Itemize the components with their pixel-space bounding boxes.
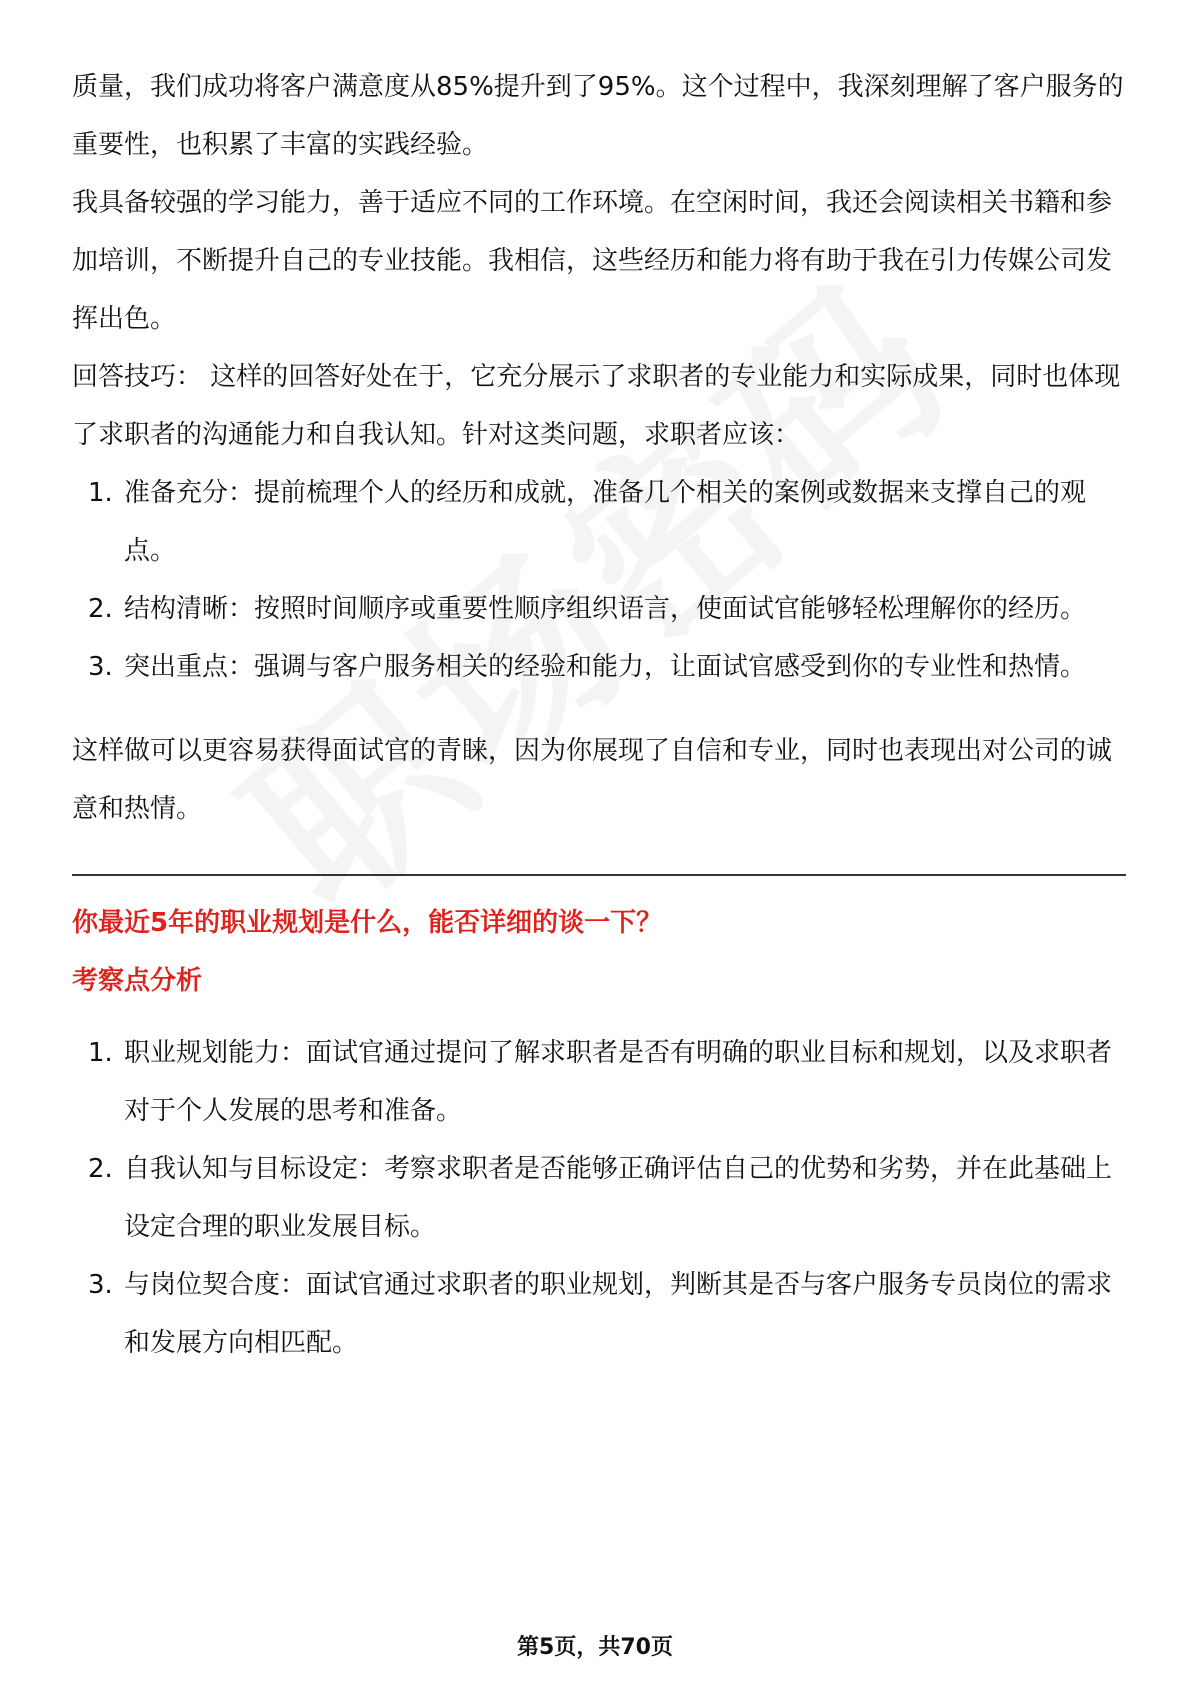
list-number: 2.	[88, 594, 113, 624]
document-body	[72, 58, 1126, 1398]
list-item-text: 职业规划能力：面试官通过提问了解求职者是否有明确的职业目标和规划，以及求职者对于个人发展的思考和准备。	[124, 1038, 1113, 1126]
analysis-heading: 考察点分析	[72, 966, 203, 996]
analysis-list	[72, 1024, 1126, 1372]
section-divider	[72, 874, 1126, 876]
list-item	[72, 1140, 1126, 1256]
list-number: 3.	[88, 652, 113, 682]
tips-list	[72, 464, 1126, 696]
list-item-text: 结构清晰：按照时间顺序或重要性顺序组织语言，使面试官能够轻松理解你的经历。	[124, 594, 1087, 624]
list-item-text: 与岗位契合度：面试官通过求职者的职业规划，判断其是否与客户服务专员岗位的需求和发展方向相匹配。	[124, 1270, 1113, 1358]
page-number: 第5页，共70页	[517, 1635, 673, 1660]
list-item	[72, 1024, 1126, 1140]
list-number: 2.	[88, 1154, 113, 1184]
list-number: 1.	[88, 478, 113, 508]
list-item-text: 自我认知与目标设定：考察求职者是否能够正确评估自己的优势和劣势，并在此基础上设定合理的职业发展目标。	[124, 1154, 1113, 1242]
paragraph: 我具备较强的学习能力，善于适应不同的工作环境。在空闲时间，我还会阅读相关书籍和参加培训，不断提升自己的专业技能。我相信，这些经历和能力将有助于我在引力传媒公司发挥出色。	[72, 188, 1113, 334]
list-item	[72, 1256, 1126, 1372]
answer-tips-paragraph: 回答技巧： 这样的回答好处在于，它充分展示了求职者的专业能力和实际成果，同时也体现了求职者的沟通能力和自我认知。针对这类问题，求职者应该：	[72, 362, 1121, 450]
list-item-text: 准备充分：提前梳理个人的经历和成就，准备几个相关的案例或数据来支撑自己的观点。	[124, 478, 1087, 566]
list-item	[72, 464, 1126, 580]
closing-paragraph: 这样做可以更容易获得面试官的青睐，因为你展现了自信和专业，同时也表现出对公司的诚意和热情。	[72, 736, 1113, 824]
list-item	[72, 580, 1126, 638]
paragraph: 质量，我们成功将客户满意度从85%提升到了95%。这个过程中，我深刻理解了客户服务的重要性，也积累了丰富的实践经验。	[72, 72, 1124, 160]
list-item	[72, 638, 1126, 696]
list-item-text: 突出重点：强调与客户服务相关的经验和能力，让面试官感受到你的专业性和热情。	[124, 652, 1087, 682]
list-number: 1.	[88, 1038, 113, 1068]
question-title: 你最近5年的职业规划是什么，能否详细的谈一下？	[72, 908, 663, 938]
list-number: 3.	[88, 1270, 113, 1300]
